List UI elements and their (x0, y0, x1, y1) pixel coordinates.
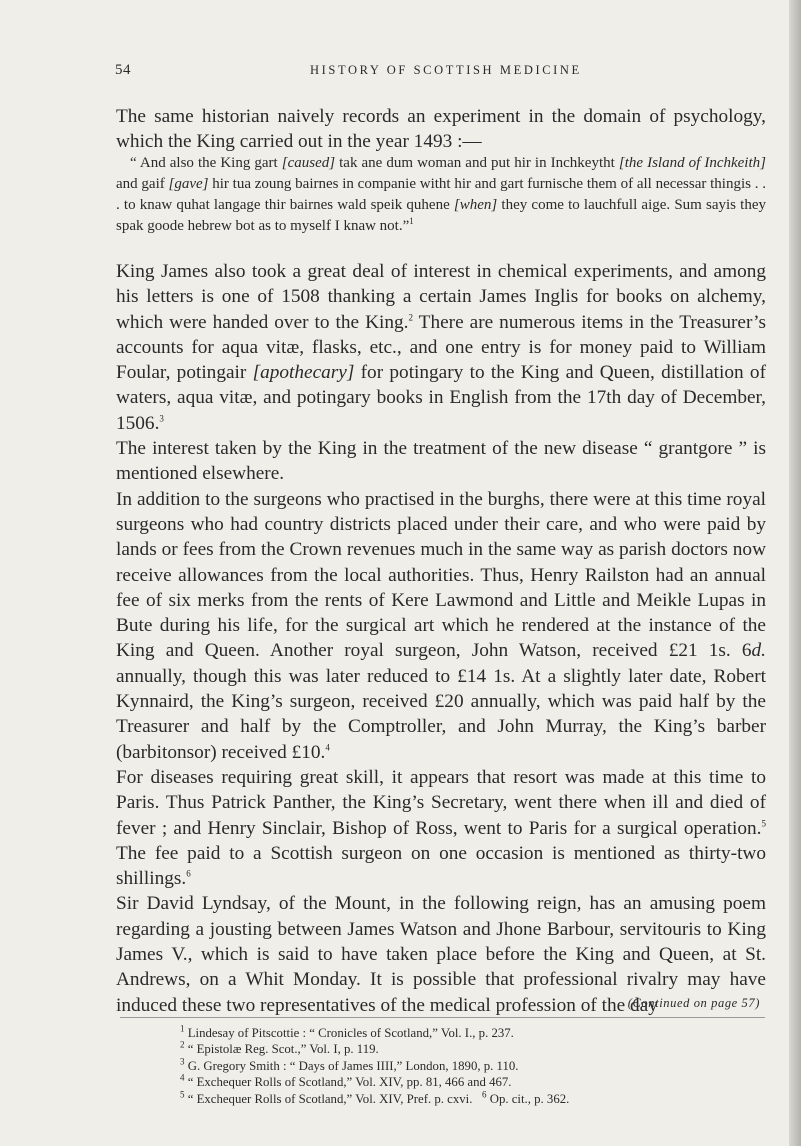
page-number: 54 (115, 62, 131, 78)
page-edge-shadow (789, 0, 801, 1146)
running-head: HISTORY OF SCOTTISH MEDICINE (310, 63, 582, 77)
footnote: $^3$ G. Gregory Smith : “ Days of James IIII,” London, 1890, p. 110. (180, 1056, 519, 1073)
intro-paragraph (116, 104, 766, 155)
footnote-ref: 6 (186, 868, 191, 879)
footnote-ref: 3 (159, 413, 164, 424)
gloss: [the Island of Inchkeith] (618, 155, 766, 171)
paragraph: King James also took a great deal of interest in chemical experiments, and among his letters is one of 1508 thanking a certain James Inglis for books on alchemy, which were handed over to the King.$^2$ There are numerous items in the Treasurer’s accounts for aqua vitæ, flasks, etc., and one entry is for money paid to William Foular, potingair [apothecary] for potingary to the King and Queen, distillation of waters, aqua vitæ, and potingary books in English from the 17th day of December, 1506.$^3$ (116, 261, 766, 434)
continued-note: (Continued on page 57) (627, 996, 760, 1010)
gloss: [when] (453, 197, 498, 213)
gloss: [gave] (168, 176, 209, 192)
intro-text: The same historian naively records an experiment in the domain of psychology, which the King carried out in the year 1493 :— (116, 106, 766, 153)
footnote-rule (120, 1017, 765, 1018)
footnote: $^4$ “ Exchequer Rolls of Scotland,” Vol. XIV, pp. 81, 466 and 467. (180, 1072, 512, 1090)
footnote-ref: 2 (408, 312, 414, 323)
footnote-ref: 5 (761, 818, 766, 829)
page-header (115, 62, 765, 84)
gloss: [caused] (281, 155, 336, 171)
paragraph: In addition to the surgeons who practised in the burghs, there were at this time royal surgeons who had country districts placed under their care, and who were paid by lands or fees from the Crown revenues much in the same way as parish doctors now receive allowances from the local authorities. Thus, Henry Railston had an annual fee of six merks from the rents of Kere Lawmond and Little and Meikle Lupas in Bute during his life, for the surgical art which he rendered at the instance of the King and Queen. Another royal surgeon, John Watson, received £21 1s. 6d. annually, though this was later reduced to £14 1s. At a slightly later date, Robert Kynnaird, the King’s surgeon, received £20 annually, which was paid half by the Treasurer and half by the Comptroller, and John Murray, the King’s barber (barbitonsor) received £10.$^4$ (116, 488, 766, 763)
block-quote: “ And also the King gart [caused] tak ane dum woman and put hir in Inchkeytht [the Island of Inchkeith] and gaif [gave] hir tua zoung bairnes in companie witht hir and gart furnische them of all necessar thingis . . . to knaw quhat langage thir bairnes wald speik quhene [when] they come to lauchfull aige. Sum sayis they spak goode hebrew bot as to myself I knaw not.”$^1$ (116, 155, 767, 234)
paragraph: For diseases requiring great skill, it appears that resort was made at this time to Paris. Thus Patrick Panther, the King’s Secretary, went there when ill and died of fever ; and Henry Sinclair, Bishop of Ross, went to Paris for a surgical operation.$^5$ The fee paid to a Scottish surgeon on one occasion is mentioned as thirty-two shillings.$^6$ (116, 766, 766, 890)
paragraph: The interest taken by the King in the treatment of the new disease “ grantgore ” is mentioned elsewhere. (116, 438, 766, 485)
gloss: [apothecary] (252, 362, 355, 384)
paragraph: Sir David Lyndsay, of the Mount, in the following reign, has an amusing poem regarding a jousting between James Watson and Jhone Barbour, servitouris to King James V., which is said to have taken place before the King and Queen, at St. Andrews, on a Whit Monday. It is possible that professional rivalry may have induced these two representatives of the medical profession of the day (116, 893, 766, 1016)
footnote-ref: 4 (325, 742, 330, 753)
footnote: $^1$ Lindesay of Pitscottie : “ Cronicles of Scotland,” Vol. I., p. 237. (180, 1023, 514, 1040)
footnote: $^5$ “ Exchequer Rolls of Scotland,” Vol. XIV, Pref. p. cxvi. $^6$ Op. cit., p. 362. (180, 1089, 570, 1106)
main-text (116, 259, 766, 1018)
footnote: $^2$ “ Epistolæ Reg. Scot.,” Vol. I, p. 119. (180, 1040, 379, 1057)
footnote-ref: 1 (409, 216, 414, 226)
footnotes (180, 1025, 765, 1107)
